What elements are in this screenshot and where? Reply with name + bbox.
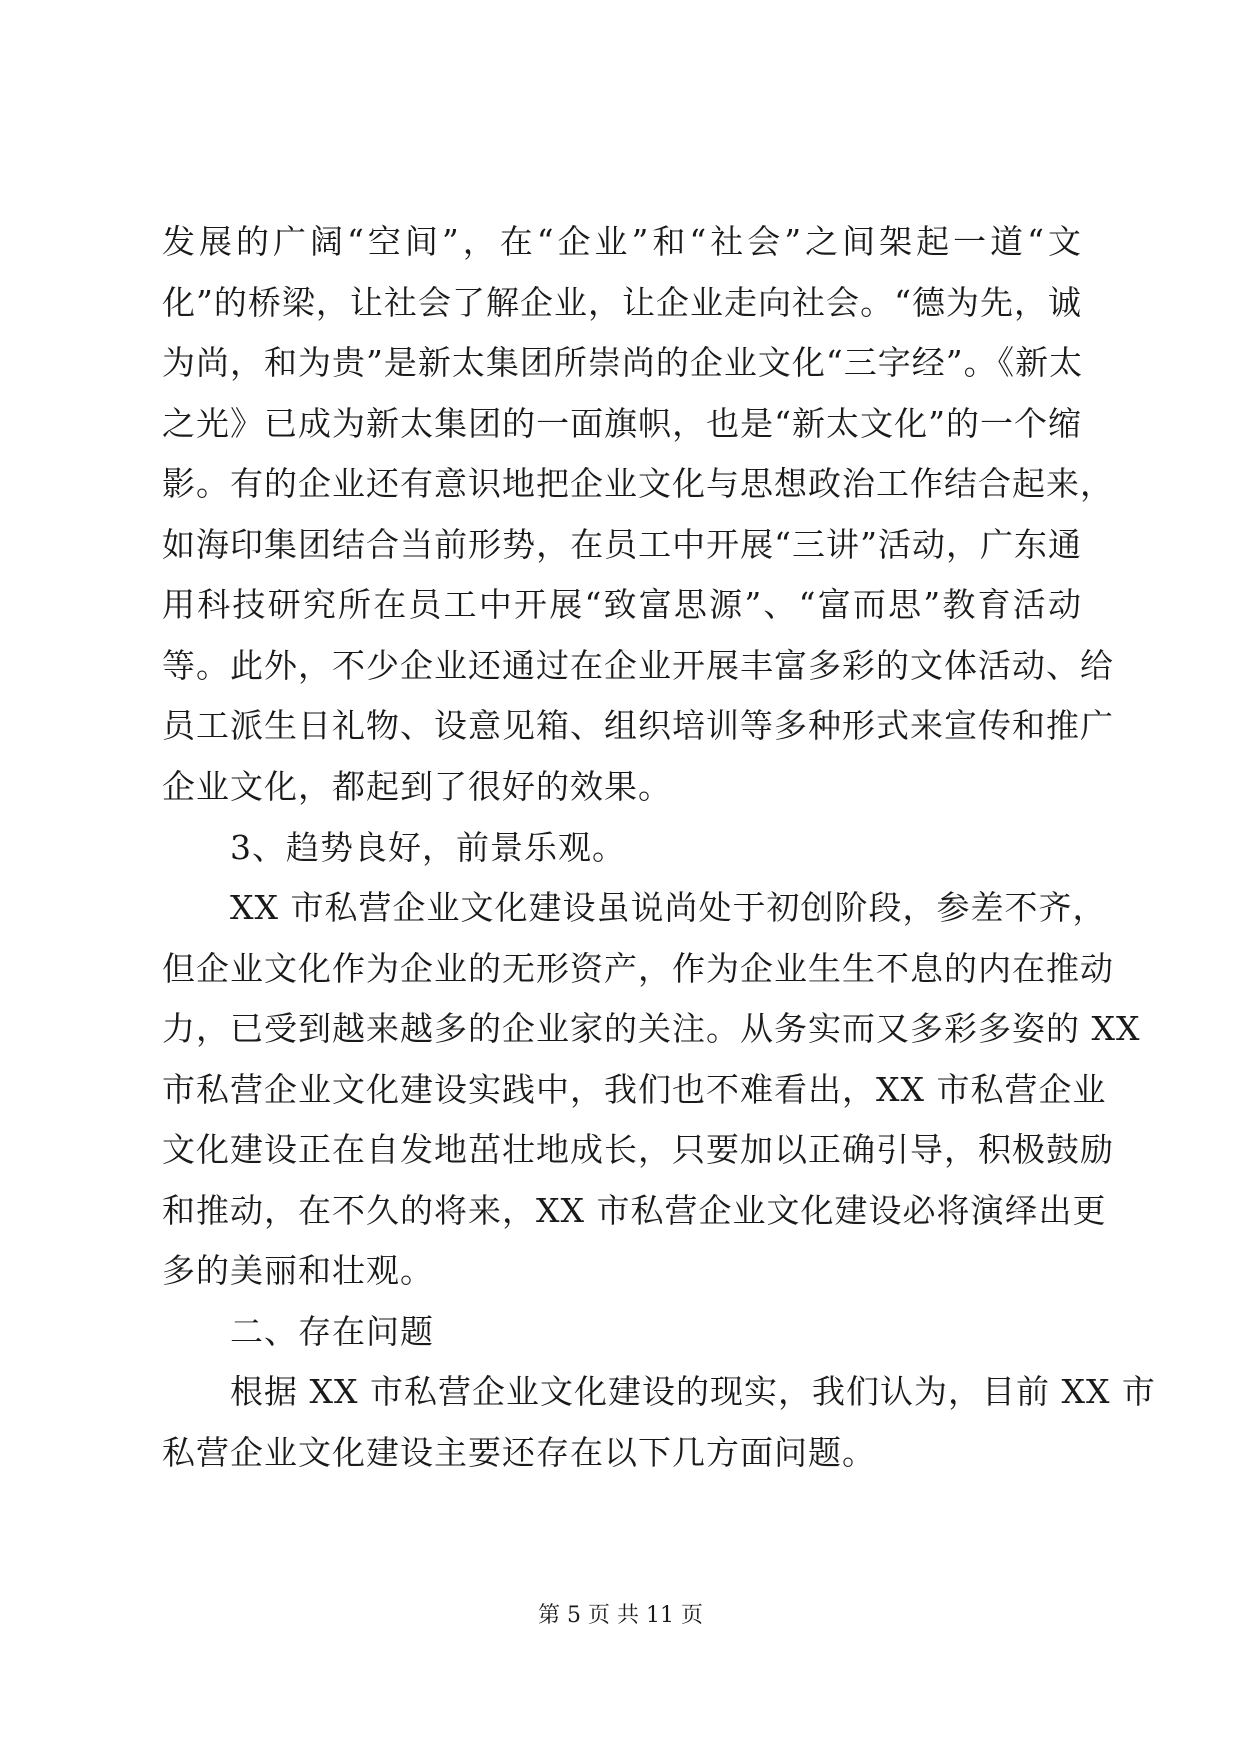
paragraph-line: 用科技研究所在员工中开展“致富思源”、“富而思”教育活动 [162,585,1082,624]
section-heading: 二、存在问题 [230,1312,434,1351]
paragraph-line: 市私营企业文化建设实践中，我们也不难看出，XX 市私营企业 [162,1070,1107,1109]
paragraph-line: 但企业文化作为企业的无形资产，作为企业生生不息的内在推动 [162,949,1114,988]
paragraph-line: 员工派生日礼物、设意见箱、组织培训等多种形式来宣传和推广 [162,706,1114,745]
paragraph-line: 企业文化，都起到了很好的效果。 [162,767,672,806]
paragraph-line: 化”的桥梁，让社会了解企业，让企业走向社会。“德为先，诚 [162,283,1082,322]
paragraph-line: 和推动，在不久的将来，XX 市私营企业文化建设必将演绎出更 [162,1191,1107,1230]
paragraph-line: 私营企业文化建设主要还存在以下几方面问题。 [162,1433,876,1472]
paragraph-line: 为尚，和为贵”是新太集团所崇尚的企业文化“三字经”。《新太 [162,343,1084,382]
paragraph-line: XX 市私营企业文化建设虽说尚处于初创阶段，参差不齐， [230,888,1107,927]
paragraph-line: 等。此外，不少企业还通过在企业开展丰富多彩的文体活动、给 [162,646,1114,685]
paragraph-line: 之光》已成为新太集团的一面旗帜，也是“新太文化”的一个缩 [162,404,1082,443]
paragraph-line: 影。有的企业还有意识地把企业文化与思想政治工作结合起来， [162,464,1114,503]
paragraph-line: 如海印集团结合当前形势，在员工中开展“三讲”活动，广东通 [162,525,1082,564]
paragraph-line: 力，已受到越来越多的企业家的关注。从务实而又多彩多姿的 XX [162,1009,1141,1048]
section-heading: 3、趋势良好，前景乐观。 [230,828,626,867]
paragraph-line: 多的美丽和壮观。 [162,1251,434,1290]
paragraph-line: 发展的广阔“空间”，在“企业”和“社会”之间架起一道“文 [162,222,1082,261]
page-number-footer: 第 5 页 共 11 页 [538,1603,703,1628]
paragraph-line: 文化建设正在自发地茁壮地成长，只要加以正确引导，积极鼓励 [162,1130,1114,1169]
paragraph-line: 根据 XX 市私营企业文化建设的现实，我们认为，目前 XX 市 [230,1372,1156,1411]
